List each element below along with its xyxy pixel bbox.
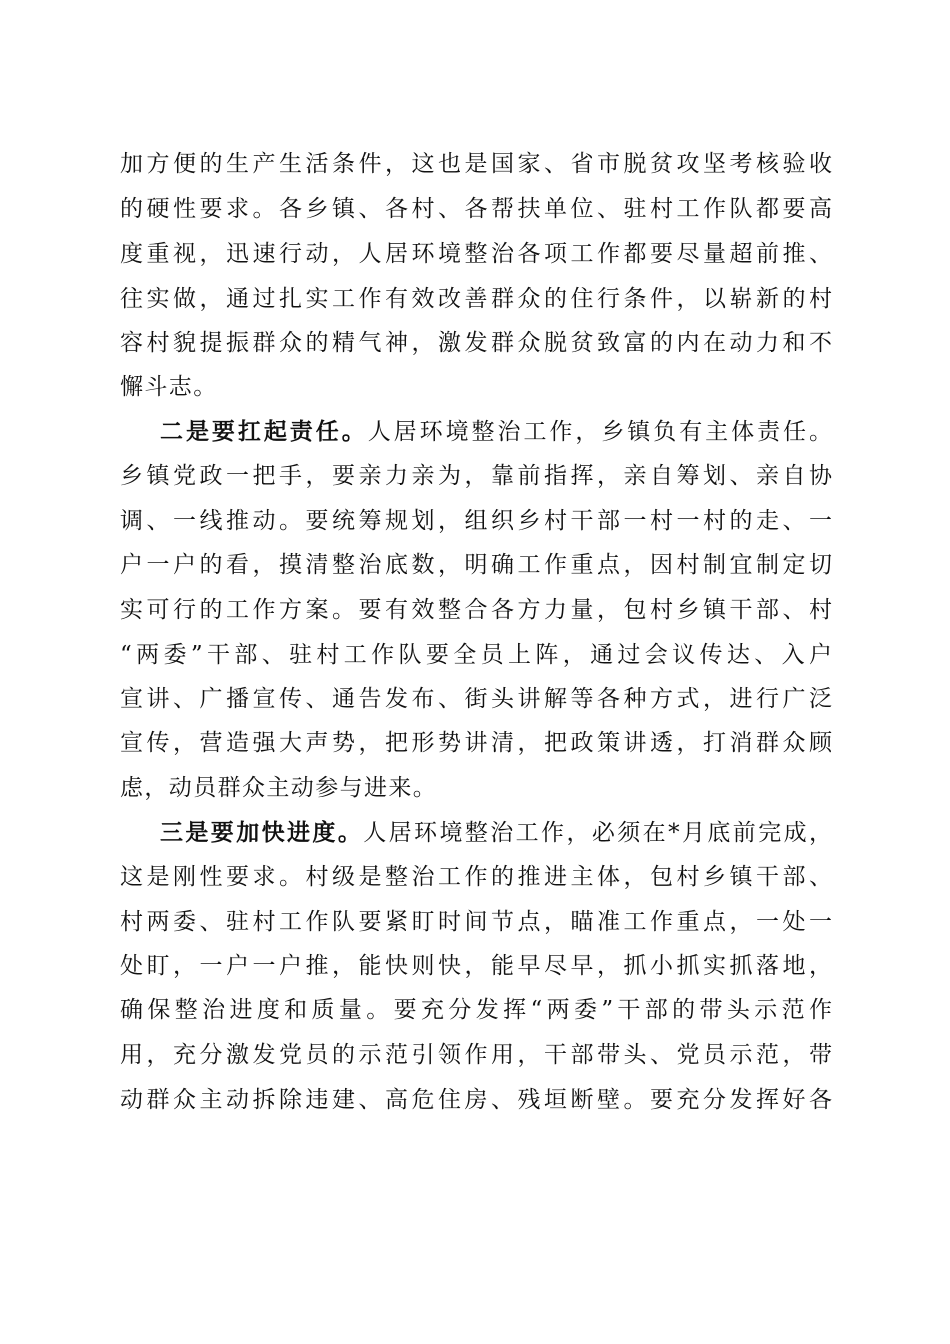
- text-line: 度重视，迅速行动，人居环境整治各项工作都要尽量超前推、: [120, 241, 832, 267]
- text-line: 村两委、驻村工作队要紧盯时间节点，瞄准工作重点，一处一: [120, 909, 832, 935]
- text-line: 虑，动员群众主动参与进来。: [120, 775, 438, 801]
- text-span: 人居环境整治工作，乡镇负有主体责任。: [367, 419, 833, 445]
- paragraph-lead: 三是要加快进度。: [160, 819, 364, 846]
- text-line: 确保整治进度和质量。要充分发挥“两委”干部的带头示范作: [120, 997, 832, 1023]
- text-line: 容村貌提振群众的精气神，激发群众脱贫致富的内在动力和不: [120, 330, 832, 356]
- text-line: 调、一线推动。要统筹规划，组织乡村干部一村一村的走、一: [120, 508, 832, 534]
- text-line: 处盯，一户一户推，能快则快，能早尽早，抓小抓实抓落地，: [120, 953, 832, 979]
- paragraph-lead: 二是要扛起责任。: [160, 418, 368, 445]
- text-span: 人居环境整治工作，必须在*月底前完成，: [363, 820, 833, 846]
- text-line: 的硬性要求。各乡镇、各村、各帮扶单位、驻村工作队都要高: [120, 196, 832, 222]
- text-line: 实可行的工作方案。要有效整合各方力量，包村乡镇干部、村: [120, 597, 832, 623]
- text-line-first: [160, 818, 832, 848]
- text-line: 加方便的生产生活条件，这也是国家、省市脱贫攻坚考核验收: [120, 151, 832, 177]
- text-line-first: [160, 417, 832, 447]
- text-line: 动群众主动拆除违建、高危住房、残垣断壁。要充分发挥好各: [120, 1087, 832, 1113]
- text-line: 宣讲、广播宣传、通告发布、街头讲解等各种方式，进行广泛: [120, 686, 832, 712]
- text-line: 宣传，营造强大声势，把形势讲清，把政策讲透，打消群众顾: [120, 730, 832, 756]
- text-line: 用，充分激发党员的示范引领作用，干部带头、党员示范，带: [120, 1042, 832, 1068]
- text-line: 这是刚性要求。村级是整治工作的推进主体，包村乡镇干部、: [120, 864, 832, 890]
- text-line: 往实做，通过扎实工作有效改善群众的住行条件，以崭新的村: [120, 286, 832, 312]
- text-line: “两委”干部、驻村工作队要全员上阵，通过会议传达、入户: [120, 642, 832, 668]
- text-line: 户一户的看，摸清整治底数，明确工作重点，因村制宜制定切: [120, 552, 832, 578]
- text-line: 乡镇党政一把手，要亲力亲为，靠前指挥，亲自筹划、亲自协: [120, 463, 832, 489]
- text-line: 懈斗志。: [120, 374, 218, 400]
